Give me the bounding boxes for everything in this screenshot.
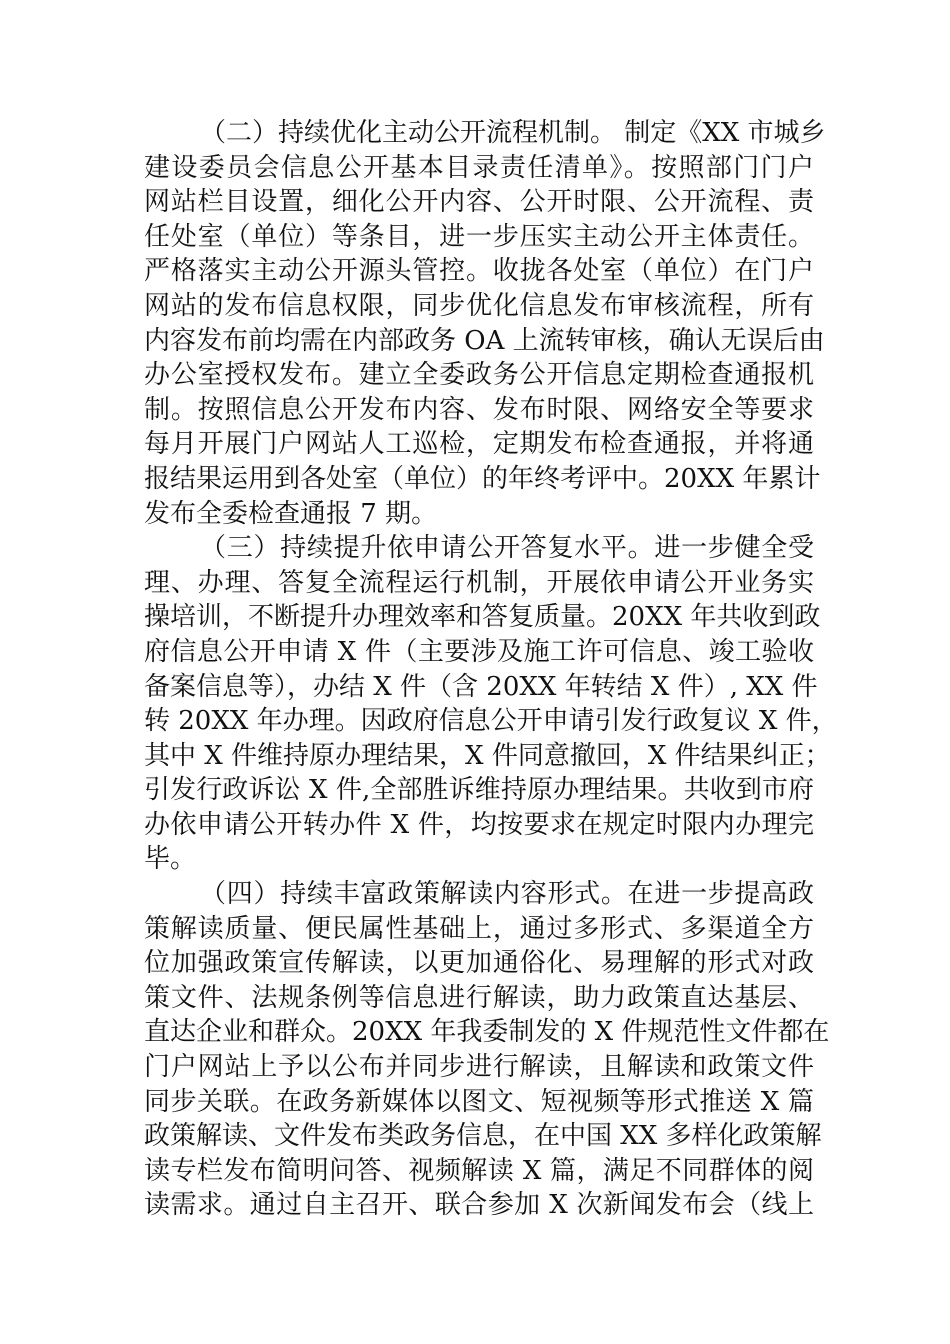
paragraph-line: 办依申请公开转办件 X 件，均按要求在规定时限内办理完 [144,809,814,840]
paragraph-3-request-disclosure [144,531,838,877]
paragraph-2-active-disclosure [144,116,826,531]
paragraph-line: 内容发布前均需在内部政务 OA 上流转审核，确认无误后由 [144,325,825,356]
paragraph-4-policy-interpretation [144,877,830,1223]
paragraph-line: 网站的发布信息权限，同步优化信息发布审核流程，所有 [144,290,814,321]
paragraph-line: 备案信息等），办结 X 件（含 20XX 年转结 X 件）, XX 件 [144,671,818,702]
paragraph-line: 读需求。通过自主召开、联合参加 X 次新闻发布会（线上 [144,1190,814,1221]
paragraph-line: 操培训，不断提升办理效率和答复质量。20XX 年共收到政 [144,602,821,633]
paragraph-line: （二）持续优化主动公开流程机制。 制定《XX 市城乡 [200,118,826,148]
paragraph-line: 门户网站上予以公布并同步进行解读，且解读和政策文件 [144,1052,814,1083]
paragraph-line: 直达企业和群众。20XX 年我委制发的 X 件规范性文件都在 [144,1017,830,1048]
paragraph-line: 引发行政诉讼 X 件,全部胜诉维持原办理结果。共收到市府 [144,775,814,806]
paragraph-line: 策解读质量、便民属性基础上，通过多形式、多渠道全方 [144,913,814,944]
paragraph-line: 毕。 [144,844,197,875]
paragraph-line: 府信息公开申请 X 件（主要涉及施工许可信息、竣工验收 [144,636,814,667]
paragraph-line: 转 20XX 年办理。因政府信息公开申请引发行政复议 X 件， [144,706,838,737]
paragraph-line: 政策解读、文件发布类政务信息，在中国 XX 多样化政策解 [144,1121,822,1152]
paragraph-line: 同步关联。在政务新媒体以图文、短视频等形式推送 X 篇 [144,1086,814,1117]
paragraph-line: 理、办理、答复全流程运行机制，开展依申请公开业务实 [144,567,814,598]
paragraph-line: 发布全委检查通报 7 期。 [144,498,438,529]
paragraph-line: 每月开展门户网站人工巡检，定期发布检查通报，并将通 [144,429,814,460]
paragraph-line: 其中 X 件维持原办理结果，X 件同意撤回，X 件结果纠正； [144,740,831,771]
paragraph-line: 制。按照信息公开发布内容、发布时限、网络安全等要求 [144,394,814,425]
paragraph-line: 任处室（单位）等条目，进一步压实主动公开主体责任。 [144,221,814,252]
paragraph-line: 报结果运用到各处室（单位）的年终考评中。20XX 年累计 [144,463,821,494]
paragraph-line: 办公室授权发布。建立全委政务公开信息定期检查通报机 [144,360,814,391]
paragraph-line: 位加强政策宣传解读，以更加通俗化、易理解的形式对政 [144,948,814,979]
paragraph-line: 策文件、法规条例等信息进行解读，助力政策直达基层、 [144,982,814,1013]
paragraph-line: 严格落实主动公开源头管控。收拢各处室（单位）在门户 [144,256,814,287]
paragraph-line: （三）持续提升依申请公开答复水平。进一步健全受 [200,533,814,564]
document-body [144,116,838,1223]
paragraph-line: （四）持续丰富政策解读内容形式。在进一步提高政 [200,879,814,910]
paragraph-line: 读专栏发布简明问答、视频解读 X 篇，满足不同群体的阅 [144,1155,814,1186]
paragraph-line: 网站栏目设置，细化公开内容、公开时限、公开流程、责 [144,187,814,218]
paragraph-line: 建设委员会信息公开基本目录责任清单》。按照部门门户 [144,152,814,183]
